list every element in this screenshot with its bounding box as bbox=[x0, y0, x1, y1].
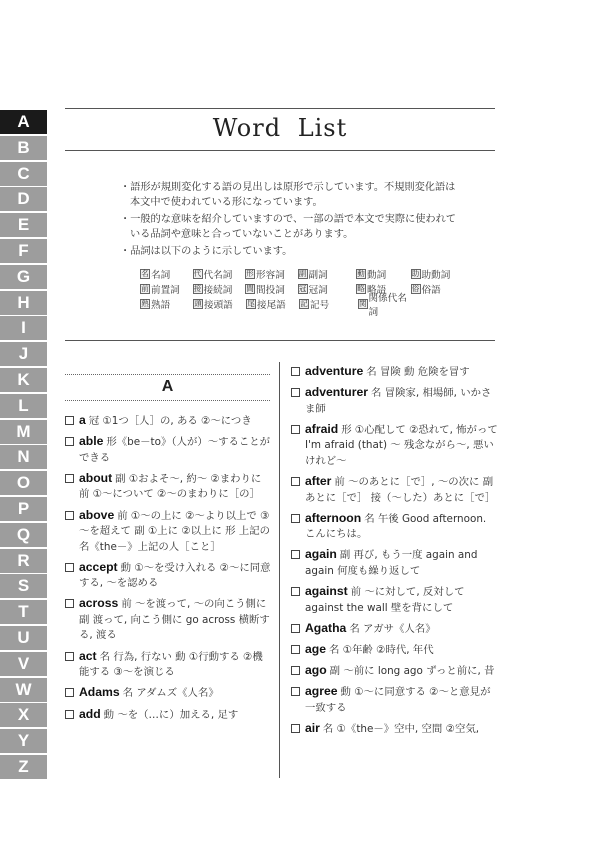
thumb-tab-w[interactable]: W bbox=[0, 678, 47, 702]
definition: 前 ～に対して, 反対して against the wall 壁を背にして bbox=[305, 586, 465, 614]
word-entry bbox=[65, 413, 273, 430]
word-list-right-column bbox=[291, 364, 499, 742]
headword: able bbox=[79, 434, 104, 449]
word-entry bbox=[65, 560, 273, 592]
pos-label: 関係代名詞 bbox=[368, 292, 407, 318]
pos-abbr-box: 頭 bbox=[194, 298, 202, 308]
pos-label: 俗語 bbox=[421, 284, 441, 296]
definition: 動 ①～を受け入れる ②～に同意する, ～を認める bbox=[79, 561, 271, 590]
word-entry bbox=[65, 685, 273, 702]
pos-abbr-box: 俗 bbox=[411, 283, 420, 293]
legend-item bbox=[411, 282, 470, 296]
pos-label: 副詞 bbox=[308, 269, 328, 281]
definition: 名 ①《the－》空中, 空間 ②空気, bbox=[322, 723, 480, 736]
thumb-tab-r[interactable]: R bbox=[0, 549, 47, 573]
word-entry bbox=[291, 385, 499, 417]
checkbox[interactable] bbox=[291, 724, 300, 733]
word-entry bbox=[291, 422, 499, 470]
pos-abbr-box: 動 bbox=[357, 268, 365, 278]
pos-abbr-box: 前 bbox=[141, 283, 149, 293]
word-entry bbox=[291, 721, 499, 738]
checkbox[interactable] bbox=[65, 652, 74, 661]
checkbox[interactable] bbox=[65, 437, 74, 446]
definition: 副 再び, もう一度 again and again 何度も繰り返して bbox=[305, 549, 478, 577]
definition: 副 ～前に long ago ずっと前に, 昔 bbox=[329, 665, 495, 678]
headword: act bbox=[79, 648, 97, 663]
legend-item bbox=[298, 267, 356, 281]
legend-item bbox=[245, 282, 298, 296]
pos-abbr-box: 助 bbox=[411, 268, 420, 278]
checkbox[interactable] bbox=[291, 645, 300, 654]
thumb-tab-q[interactable]: Q bbox=[0, 523, 47, 547]
pos-abbr-box: 記 bbox=[300, 298, 308, 308]
thumb-tab-d[interactable]: D bbox=[0, 187, 47, 211]
pos-abbr-box: 副 bbox=[298, 268, 307, 278]
legend-item bbox=[358, 290, 413, 318]
word-entry bbox=[291, 684, 499, 716]
word-entry bbox=[291, 364, 499, 381]
pos-label: 接続詞 bbox=[203, 284, 233, 296]
headword: accept bbox=[79, 559, 118, 574]
pos-label: 動詞 bbox=[367, 269, 387, 281]
thumb-tab-o[interactable]: O bbox=[0, 471, 47, 495]
pos-label: 略語 bbox=[367, 284, 387, 296]
pos-abbr-box: 接 bbox=[193, 283, 202, 293]
checkbox[interactable] bbox=[291, 550, 300, 559]
definition: 前 ～のあとに［で］, ～の次に 副 あとに［で］ 接（～した）あとに［で］ bbox=[305, 476, 496, 504]
checkbox[interactable] bbox=[65, 416, 74, 425]
checkbox[interactable] bbox=[65, 599, 74, 608]
alphabet-thumb-index bbox=[0, 110, 47, 781]
definition: 名 ①年齢 ②時代, 年代 bbox=[329, 644, 434, 656]
legend-item bbox=[245, 267, 298, 281]
note-item: ・ 一般的な意味を紹介していますので、一部の語で本文で実際に使われている品詞や意味と合っていないことがあります。 bbox=[120, 212, 465, 242]
headword: above bbox=[79, 507, 115, 522]
pos-abbr-box: 略 bbox=[357, 283, 365, 293]
headword: air bbox=[305, 721, 320, 736]
legend-item bbox=[246, 297, 299, 311]
headword: again bbox=[305, 547, 337, 562]
thumb-tab-x[interactable]: X bbox=[0, 703, 47, 727]
headword: Adams bbox=[79, 685, 120, 700]
word-entry bbox=[291, 642, 499, 659]
pos-abbr-box: 冠 bbox=[298, 283, 307, 293]
checkbox[interactable] bbox=[291, 587, 300, 596]
legend-item bbox=[140, 267, 193, 281]
thumb-tab-f[interactable]: F bbox=[0, 239, 47, 263]
checkbox[interactable] bbox=[65, 710, 74, 719]
headword: against bbox=[305, 584, 348, 599]
word-entry bbox=[65, 434, 273, 466]
thumb-tab-u[interactable]: U bbox=[0, 626, 47, 650]
definition: 動 ①～に同意する ②～と意見が一致する bbox=[305, 686, 491, 714]
definition: 名 冒険 動 危険を冒す bbox=[366, 366, 470, 378]
legend-item bbox=[356, 267, 411, 281]
page-title: Word List bbox=[212, 114, 348, 142]
thumb-tab-e[interactable]: E bbox=[0, 213, 47, 237]
thumb-tab-s[interactable]: S bbox=[0, 574, 47, 598]
thumb-tab-p[interactable]: P bbox=[0, 497, 47, 521]
pos-label: 代名詞 bbox=[203, 269, 233, 281]
definition: 形《be－to》（人が）～することができる bbox=[79, 436, 271, 464]
thumb-tab-b[interactable]: B bbox=[0, 136, 47, 160]
headword: afternoon bbox=[305, 510, 362, 525]
legend-item bbox=[411, 267, 470, 281]
legend-item bbox=[299, 297, 358, 311]
legend-row bbox=[140, 266, 470, 281]
word-entry bbox=[65, 649, 273, 681]
definition: 名 行為, 行ない 動 ①行動する ②機能する ③～を演じる bbox=[79, 650, 263, 679]
checkbox[interactable] bbox=[291, 477, 300, 486]
word-entry bbox=[65, 707, 273, 724]
headword: adventure bbox=[305, 364, 364, 378]
checkbox[interactable] bbox=[291, 425, 300, 434]
pos-abbr-box: 尾 bbox=[247, 298, 255, 308]
checkbox[interactable] bbox=[291, 514, 300, 523]
definition: 動 ～を（…に）加える, 足す bbox=[103, 708, 239, 721]
pos-label: 形容詞 bbox=[256, 269, 285, 281]
pos-label: 記号 bbox=[310, 299, 330, 311]
thumb-tab-a[interactable]: A bbox=[0, 110, 47, 134]
thumb-tab-y[interactable]: Y bbox=[0, 729, 47, 753]
section-rule bbox=[65, 340, 495, 341]
pos-label: 前置詞 bbox=[151, 284, 180, 296]
definition: 形 ①心配して ②恐れて, 怖がって I'm afraid (that) ～ 残念ながら～, 悪いけれど～ bbox=[305, 423, 498, 467]
checkbox[interactable] bbox=[291, 367, 300, 376]
checkbox[interactable] bbox=[291, 388, 300, 397]
word-entry bbox=[291, 474, 499, 506]
thumb-tab-t[interactable]: T bbox=[0, 600, 47, 624]
pos-label: 助動詞 bbox=[421, 269, 451, 281]
headword: after bbox=[305, 474, 332, 489]
definition: 名 アガサ《人名》 bbox=[349, 622, 436, 635]
parts-of-speech-legend bbox=[140, 266, 470, 318]
definition: 冠 ①1つ［人］の, ある ②～につき bbox=[88, 415, 252, 427]
checkbox[interactable] bbox=[65, 511, 74, 520]
dotted-divider bbox=[65, 400, 270, 401]
word-entry bbox=[291, 547, 499, 579]
headword: age bbox=[305, 642, 327, 656]
definition: 副 ①およそ～, 約～ ②まわりに 前 ①～について ②～のまわりに［の］ bbox=[79, 472, 262, 501]
thumb-tab-j[interactable]: J bbox=[0, 342, 47, 366]
thumb-tab-m[interactable]: M bbox=[0, 420, 47, 444]
thumb-tab-c[interactable]: C bbox=[0, 162, 47, 186]
thumb-tab-k[interactable]: K bbox=[0, 368, 47, 392]
word-entry bbox=[291, 511, 499, 543]
headword: Agatha bbox=[305, 620, 347, 635]
pos-abbr-box: 関 bbox=[359, 298, 367, 308]
legend-item bbox=[140, 282, 193, 296]
checkbox[interactable] bbox=[65, 474, 74, 483]
legend-item bbox=[193, 282, 246, 296]
pos-label: 冠詞 bbox=[308, 284, 328, 296]
word-entry bbox=[291, 621, 499, 638]
column-divider bbox=[279, 362, 280, 778]
pos-label: 接頭語 bbox=[204, 299, 233, 311]
note-item: ・ 品詞は以下のように示しています。 bbox=[120, 244, 465, 259]
section-letter: A bbox=[161, 378, 174, 395]
note-item: ・ 語形が規則変化する語の見出しは原形で示しています。不規則変化語は本文中で使われている形になっています。 bbox=[120, 180, 465, 210]
headword: ago bbox=[305, 663, 327, 678]
thumb-tab-h[interactable]: H bbox=[0, 291, 47, 315]
thumb-tab-n[interactable]: N bbox=[0, 445, 47, 469]
word-entry bbox=[291, 663, 499, 680]
legend-item bbox=[193, 267, 246, 281]
legend-row bbox=[140, 292, 470, 318]
pos-abbr-box: 代 bbox=[193, 268, 202, 278]
definition: 名 冒険家, 相場師, いかさま師 bbox=[305, 387, 492, 415]
checkbox[interactable] bbox=[65, 688, 74, 697]
legend-item bbox=[298, 282, 356, 296]
pos-label: 接尾語 bbox=[257, 299, 286, 311]
pos-abbr-box: 熟 bbox=[141, 298, 149, 308]
pos-abbr-box: 形 bbox=[246, 268, 254, 278]
definition: 前 ～を渡って, ～の向こう側に 副 渡って, 向こう側に go across 横断する, 渡る bbox=[79, 598, 270, 642]
definition: 名 午後 Good afternoon. こんにちは。 bbox=[305, 512, 487, 541]
checkbox[interactable] bbox=[291, 687, 300, 696]
word-entry bbox=[65, 471, 273, 503]
headword: across bbox=[79, 596, 119, 611]
thumb-tab-z[interactable]: Z bbox=[0, 755, 47, 779]
headword: afraid bbox=[305, 421, 339, 436]
pos-abbr-box: 名 bbox=[141, 268, 149, 278]
checkbox[interactable] bbox=[65, 563, 74, 572]
checkbox[interactable] bbox=[291, 666, 300, 675]
notes-section bbox=[120, 180, 465, 261]
legend-item bbox=[193, 297, 246, 311]
word-entry bbox=[291, 584, 499, 616]
thumb-tab-v[interactable]: V bbox=[0, 652, 47, 676]
checkbox[interactable] bbox=[291, 624, 300, 633]
headword: about bbox=[79, 470, 113, 485]
dotted-divider bbox=[65, 374, 270, 375]
headword: agree bbox=[305, 684, 338, 699]
word-entry bbox=[65, 508, 273, 556]
thumb-tab-i[interactable]: I bbox=[0, 316, 47, 340]
thumb-tab-g[interactable]: G bbox=[0, 265, 47, 289]
word-list-left-column bbox=[65, 413, 273, 728]
pos-label: 名詞 bbox=[151, 269, 171, 281]
pos-abbr-box: 間 bbox=[246, 283, 254, 293]
legend-row bbox=[140, 281, 470, 296]
headword: add bbox=[79, 706, 101, 721]
definition: 前 ①～の上に ②～より以上で ③～を超えて 副 ①上に ②以上に 形 上記の 名《the－》上記の人［こと］ bbox=[79, 509, 271, 553]
pos-label: 熟語 bbox=[151, 299, 171, 311]
thumb-tab-l[interactable]: L bbox=[0, 394, 47, 418]
title-rule-bottom bbox=[65, 150, 495, 151]
legend-item bbox=[140, 297, 193, 311]
definition: 名 アダムズ《人名》 bbox=[122, 687, 219, 700]
headword: a bbox=[79, 413, 86, 427]
word-entry bbox=[65, 596, 273, 644]
pos-label: 間投詞 bbox=[256, 284, 285, 296]
headword: adventurer bbox=[305, 385, 368, 400]
